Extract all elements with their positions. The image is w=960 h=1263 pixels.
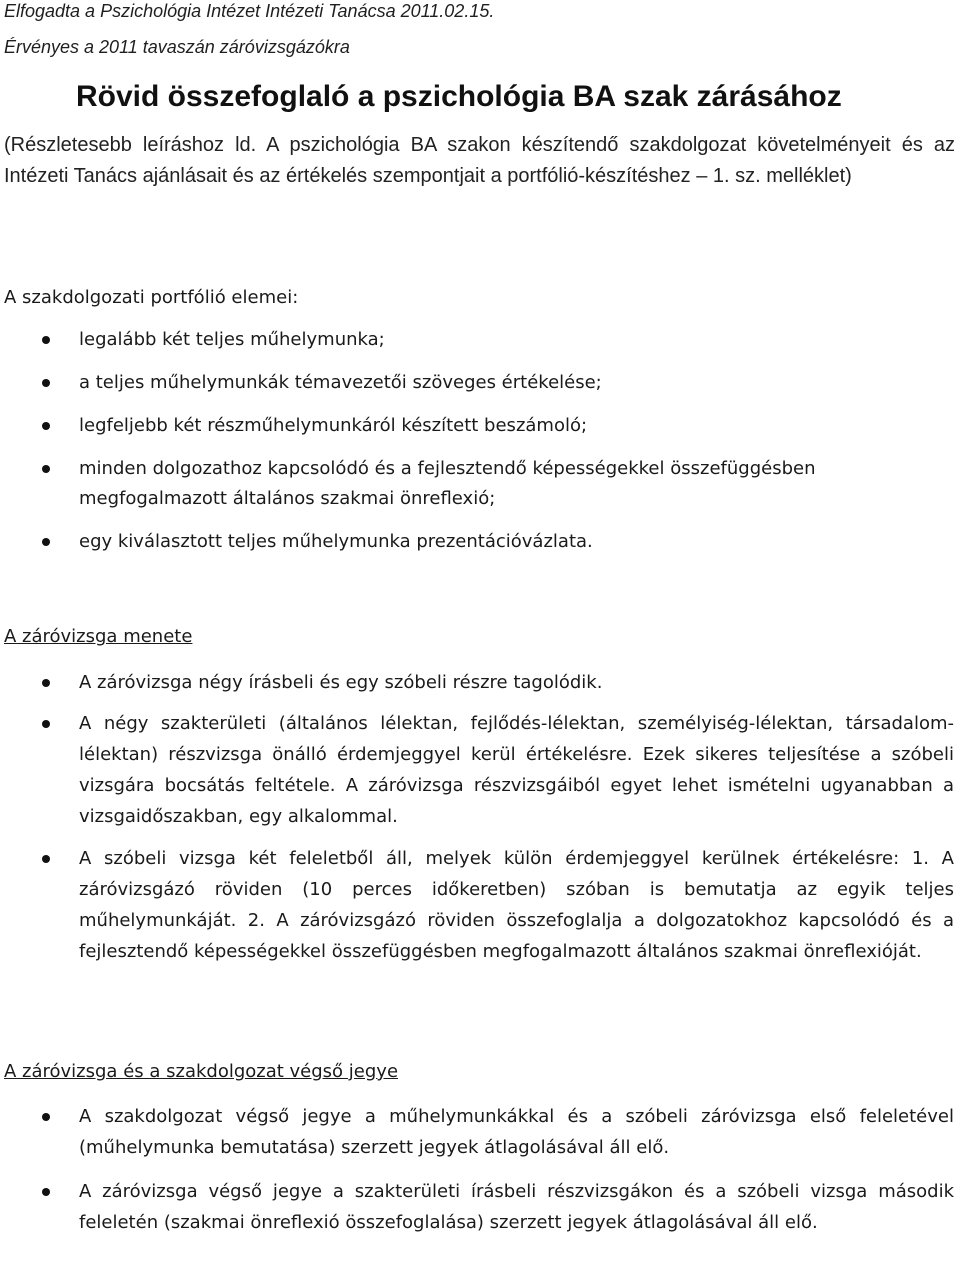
final-grade-heading: A záróvizsga és a szakdolgozat végső jegye bbox=[4, 1061, 399, 1082]
list-item bbox=[0, 527, 956, 557]
approval-note: Elfogadta a Pszichológia Intézet Intézeti Tanácsa 2011.02.15. bbox=[4, 1, 495, 21]
bullet-icon bbox=[42, 855, 50, 863]
list-item bbox=[0, 411, 956, 441]
bullet-icon bbox=[42, 679, 50, 687]
final-grade-list bbox=[0, 1101, 956, 1251]
bullet-icon bbox=[42, 1113, 50, 1121]
portfolio-heading: A szakdolgozati portfólió elemei: bbox=[4, 287, 299, 308]
list-item-text: legalább két teljes műhelymunka; bbox=[79, 329, 385, 350]
bullet-icon bbox=[42, 465, 50, 473]
portfolio-list bbox=[0, 325, 956, 570]
bullet-icon bbox=[42, 1188, 50, 1196]
list-item-text: legfeljebb két részműhelymunkáról készített beszámoló; bbox=[79, 415, 588, 436]
list-item bbox=[0, 368, 956, 398]
list-item-text: A szakdolgozat végső jegye a műhelymunkákkal és a szóbeli záróvizsga első feleletével (műhelymunka bemutatása) szerzett jegyek átlagolásával áll elő. bbox=[79, 1106, 954, 1158]
list-item bbox=[0, 325, 956, 355]
validity-note: Érvényes a 2011 tavaszán záróvizsgázókra bbox=[4, 37, 350, 57]
list-item-text: A záróvizsga négy írásbeli és egy szóbeli részre tagolódik. bbox=[79, 672, 603, 693]
list-item-text: A négy szakterületi (általános lélektan, fejlődés-lélektan, személyiség-lélektan, társadalom-lélektan) részvizsga önálló érdemjeggyel kerül értékelésre. Ezek sikeres teljesítése a szóbeli vizsgára bocsátás feltétele. A záróvizsga részvizsgáiból egyet lehet ismételni ugyanabban a vizsgaidőszakban, egy alkalommal. bbox=[79, 713, 954, 827]
list-item-text: minden dolgozathoz kapcsolódó és a fejlesztendő képességekkel összefüggésben megfogalmazott általános szakmai önreflexió; bbox=[79, 458, 816, 509]
bullet-icon bbox=[42, 379, 50, 387]
bullet-icon bbox=[42, 538, 50, 546]
list-item bbox=[0, 1176, 956, 1238]
list-item bbox=[0, 1101, 956, 1163]
list-item bbox=[0, 667, 956, 698]
list-item-text: A szóbeli vizsga két feleletből áll, melyek külön érdemjeggyel kerülnek értékelésre: 1. A záróvizsgázó röviden (10 perces időkeretben) szóban is bemutatja az egyik teljes műhelymunkáját. 2. A záróvizsgázó röviden összefoglalja a dolgozatokhoz kapcsolódó és a fejlesztendő képességekkel összefüggésben megfogalmazott általános szakmai önreflexióját. bbox=[79, 848, 954, 962]
list-item-text: a teljes műhelymunkák témavezetői szöveges értékelése; bbox=[79, 372, 602, 393]
bullet-icon bbox=[42, 336, 50, 344]
list-item bbox=[0, 843, 956, 967]
exam-procedure-heading: A záróvizsga menete bbox=[4, 626, 193, 647]
list-item-text: egy kiválasztott teljes műhelymunka prezentációvázlata. bbox=[79, 531, 593, 552]
exam-procedure-list bbox=[0, 667, 956, 978]
list-item-text: A záróvizsga végső jegye a szakterületi írásbeli részvizsgákon és a szóbeli vizsga második feleletén (szakmai önreflexió összefoglalása) szerzett jegyek átlagolásával áll elő. bbox=[79, 1181, 954, 1233]
intro-paragraph: (Részletesebb leíráshoz ld. A pszichológia BA szakon készítendő szakdolgozat követelményeit és az Intézeti Tanács ajánlásait és az értékelés szempontjait a portfólió-készítéshez – 1. sz. melléklet) bbox=[4, 134, 955, 187]
bullet-icon bbox=[42, 422, 50, 430]
list-item bbox=[0, 708, 956, 832]
list-item bbox=[0, 454, 956, 514]
document-title: Rövid összefoglaló a pszichológia BA szak zárásához bbox=[76, 80, 842, 113]
bullet-icon bbox=[42, 720, 50, 728]
